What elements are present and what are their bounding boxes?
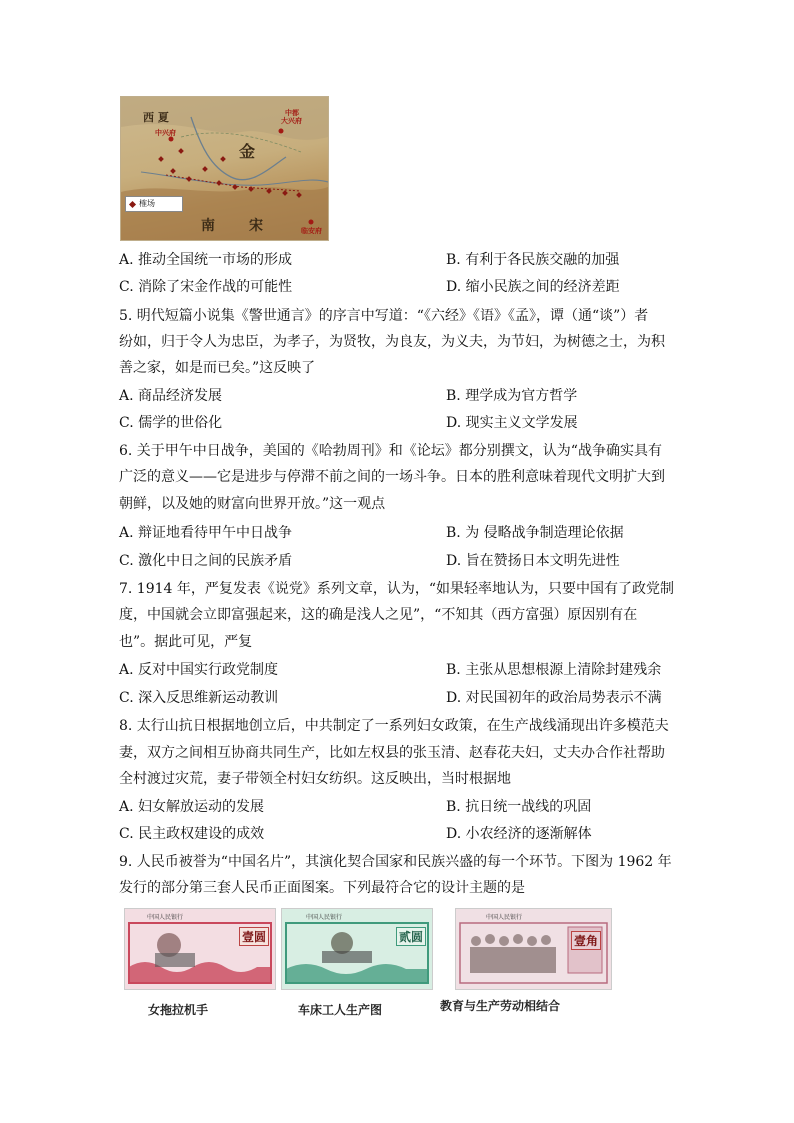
q5-option-b: B. 理学成为官方哲学 [446,388,578,404]
q5-stem-line-1: 5. 明代短篇小说集《警世通言》的序言中写道：“《六经》《语》《孟》，谭（通“谈”）者 [119,308,649,324]
banknote-3-denomination: 壹角 [571,931,601,950]
q7-stem-line-3: 也”。据此可见，严复 [119,634,253,650]
q7-option-d: D. 对民国初年的政治局势表示不满 [446,690,662,706]
q5-stem-line-3: 善之家，如是而已矣。”这反映了 [119,360,316,376]
q6-option-b: B. 为 侵略战争制造理论依据 [446,525,624,541]
banknote-2-caption: 车床工人生产图 [298,1003,383,1017]
q8-stem-line-1: 8. 太行山抗日根据地创立后，中共制定了一系列妇女政策，在生产战线涌现出许多模范夫 [119,718,669,734]
banknote-3-caption: 教育与生产劳动相结合 [440,999,561,1013]
map-legend [125,196,183,212]
q8-stem-line-2: 妻，双方之间相互协商共同生产，比如左权县的张玉清、赵春花夫妇，丈夫办合作社帮助 [119,745,665,761]
q4-option-c: C. 消除了宋金作战的可能性 [119,279,293,295]
banknote-1-denomination: 壹圆 [239,927,269,946]
map-label-linanfu: 临安府 [301,226,322,235]
q7-stem-line-2: 度，中国就会立即富强起来，这的确是浅人之见”，“不知其（西方富强）原因别有在 [119,607,638,623]
q4-option-d: D. 缩小民族之间的经济差距 [446,279,620,295]
map-label-song: 宋 [249,218,263,234]
q8-option-d: D. 小农经济的逐渐解体 [446,826,592,842]
banknote-1-yuan [124,908,276,990]
song-jin-map [120,96,329,241]
legend-text: 榷场 [139,199,155,208]
q4-option-b: B. 有利于各民族交融的加强 [446,252,620,268]
map-label-zhongxingfu: 中兴府 [155,128,176,137]
q5-option-d: D. 现实主义文学发展 [446,415,578,431]
q7-option-b: B. 主张从思想根源上清除封建残余 [446,662,662,678]
q8-option-c: C. 民主政权建设的成效 [119,826,265,842]
q7-option-a: A. 反对中国实行政党制度 [119,662,279,678]
q6-option-d: D. 旨在赞扬日本文明先进性 [446,553,620,569]
map-label-daxingfu: 大兴府 [281,116,302,125]
q7-option-c: C. 深入反思维新运动教训 [119,690,279,706]
banknote-2-denomination: 贰圆 [396,927,426,946]
map-label-zhongdu: 中都 [285,108,299,117]
map-label-xixia: 西 夏 [143,111,169,124]
q5-option-c: C. 儒学的世俗化 [119,415,223,431]
legend-diamond-icon [129,200,136,207]
q8-option-b: B. 抗日统一战线的巩固 [446,799,592,815]
q5-stem-line-2: 纷如，归于令人为忠臣，为孝子，为贤牧，为良友，为义夫，为节妇，为树德之士，为积 [119,334,665,350]
banknote-1-artwork [125,909,275,989]
q6-option-c: C. 激化中日之间的民族矛盾 [119,553,293,569]
q6-stem-line-3: 朝鲜，以及她的财富向世界开放。”这一观点 [119,496,386,512]
banknote-2-artwork [282,909,432,989]
q7-stem-line-1: 7. 1914 年，严复发表《说党》系列文章，认为，“如果轻率地认为，只要中国有了政党制 [119,581,675,597]
banknote-2-yuan [281,908,433,990]
q6-stem-line-2: 广泛的意义——它是进步与停滞不前之间的一场斗争。日本的胜利意味着现代文明扩大到 [119,469,665,485]
q8-stem-line-3: 全村渡过灾荒，妻子带领全村妇女纺织。这反映出，当时根据地 [119,771,511,787]
q6-stem-line-1: 6. 关于甲午中日战争，美国的《哈勃周刊》和《论坛》都分别撰文，认为“战争确实具有 [119,443,662,459]
q4-option-a: A. 推动全国统一市场的形成 [119,252,293,268]
q6-option-a: A. 辩证地看待甲午中日战争 [119,525,293,541]
q8-option-a: A. 妇女解放运动的发展 [119,799,265,815]
map-label-jin: 金 [239,142,256,161]
q9-stem-line-2: 发行的部分第三套人民币正面图案。下列最符合它的设计主题的是 [119,880,525,896]
banknote-2-header: 中国人民银行 [306,914,343,921]
q5-option-a: A. 商品经济发展 [119,388,223,404]
map-label-nan: 南 [201,218,215,234]
q9-stem-line-1: 9. 人民币被誉为“中国名片”，其演化契合国家和民族兴盛的每一个环节。下图为 1962 年 [119,854,672,870]
banknote-1-header: 中国人民银行 [147,914,184,921]
banknote-1-jiao [455,908,612,990]
banknote-3-header: 中国人民银行 [486,914,523,921]
banknote-1-caption: 女拖拉机手 [148,1003,209,1017]
